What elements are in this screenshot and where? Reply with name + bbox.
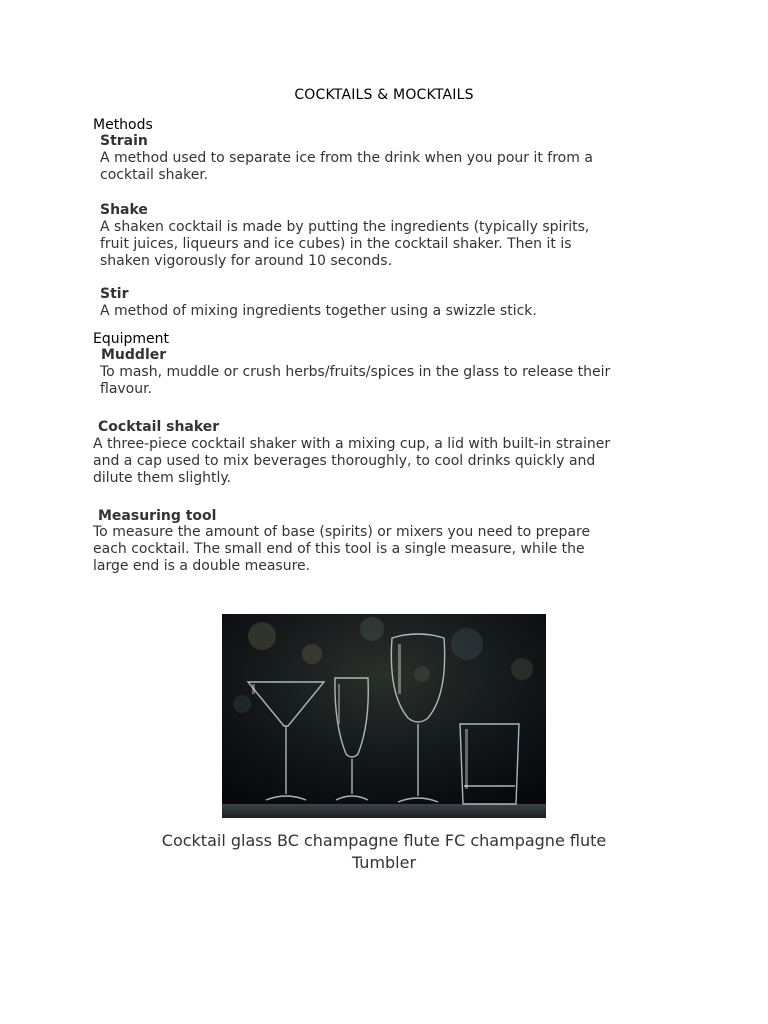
caption-line-1: Cocktail glass BC champagne flute FC champagne flute: [161, 831, 607, 850]
equipment-term-cocktail-shaker: Cocktail shaker: [98, 419, 220, 435]
photo-caption: [0, 830, 768, 874]
method-term-stir: Stir: [100, 286, 129, 302]
caption-line-2: Tumbler: [351, 853, 417, 872]
glassware-photo: [222, 614, 546, 818]
equipment-desc-cocktail-shaker: A three-piece cocktail shaker with a mixing cup, a lid with built-in strainer and a cap used to mix beverages thoroughly, to cool drinks quickly and dilute them slightly.: [93, 436, 611, 486]
glassware-illustration: [222, 614, 546, 818]
equipment-desc-muddler: To mash, muddle or crush herbs/fruits/spices in the glass to release their flavour.: [100, 364, 611, 397]
method-term-shake: Shake: [100, 202, 148, 218]
method-desc-shake: A shaken cocktail is made by putting the ingredients (typically spirits, fruit juices, liqueurs and ice cubes) in the cocktail shaker. Then it is shaken vigorously for around 10 seconds.: [100, 219, 590, 269]
equipment-desc-measuring-tool: To measure the amount of base (spirits) or mixers you need to prepare each cocktail. The small end of this tool is a single measure, while the large end is a double measure.: [93, 524, 591, 574]
equipment-term-muddler: Muddler: [101, 347, 167, 363]
page-title: COCKTAILS & MOCKTAILS: [294, 87, 474, 103]
method-term-strain: Strain: [100, 133, 148, 149]
methods-heading: Methods: [93, 117, 153, 133]
equipment-heading: Equipment: [93, 331, 169, 347]
method-desc-strain: A method used to separate ice from the drink when you pour it from a cocktail shaker.: [100, 150, 593, 183]
method-desc-stir: A method of mixing ingredients together using a swizzle stick.: [100, 303, 537, 319]
equipment-term-measuring-tool: Measuring tool: [98, 508, 217, 524]
